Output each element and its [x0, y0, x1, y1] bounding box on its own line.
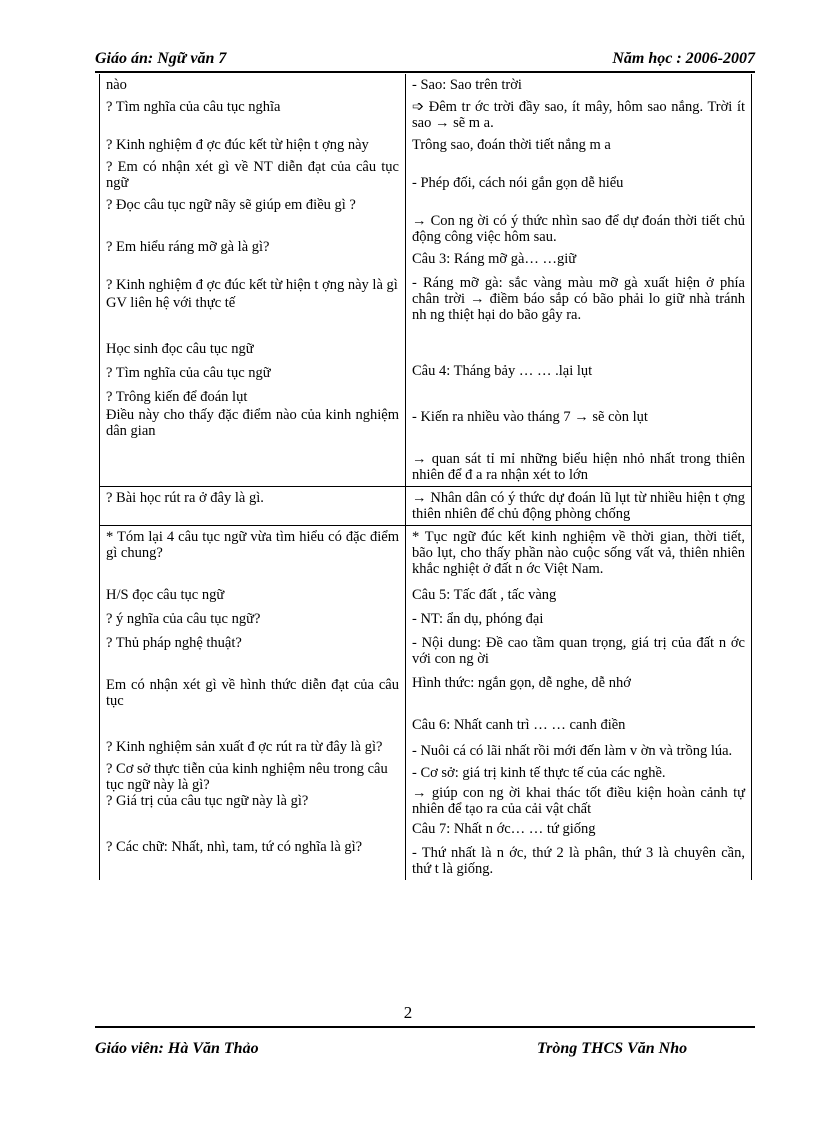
question-line: ? Kinh nghiệm đ ợc đúc kết từ hiện t ợng này — [106, 137, 369, 153]
question-cell — [100, 487, 406, 526]
answer-line: → Con ng ời có ý thức nhìn sao để dự đoán thời tiết chủ động công việc hôm sau. — [412, 213, 745, 245]
answer-line: Trông sao, đoán thời tiết nắng m a — [412, 137, 611, 153]
answer-line: Câu 6: Nhất canh trì … … canh điền — [412, 717, 626, 733]
question-line: ? Bài học rút ra ở đây là gì. — [106, 490, 264, 506]
question-line: Học sinh đọc câu tục ngữ — [106, 341, 254, 357]
question-line: GV liên hệ với thực tế — [106, 295, 236, 311]
question-line: ? ý nghĩa của câu tục ngữ? — [106, 611, 261, 627]
question-line: ? Đọc câu tục ngữ nãy sẽ giúp em điều gì ? — [106, 197, 356, 213]
question-cell — [100, 526, 406, 881]
answer-line: - Cơ sở: giá trị kinh tế thực tế của các nghề. — [412, 765, 666, 781]
answer-line: Hình thức: ngắn gọn, dễ nghe, dễ nhớ — [412, 675, 631, 691]
question-line: ? Em hiểu ráng mỡ gà là gì? — [106, 239, 270, 255]
question-line: ? Tìm nghĩa của câu tục nghĩa — [106, 99, 281, 115]
question-line: ? Trông kiến để đoán lụt — [106, 389, 248, 405]
lesson-table — [99, 74, 752, 880]
question-line: ? Thủ pháp nghệ thuật? — [106, 635, 242, 651]
answer-line: - Ráng mỡ gà: sắc vàng màu mỡ gà xuất hiện ở phía chân trời → điềm báo sắp có bão phải lo giữ nhà tránh nh ng thiệt hại do bão gây ra. — [412, 275, 745, 323]
answer-line: * Tục ngữ đúc kết kinh nghiệm về thời gian, thời tiết, bão lụt, cho thấy phần nào cuộc sống vất vả, thiên nhiên khắc nghiệt ở đất n ớc Việt Nam. — [412, 529, 745, 577]
question-line: Điều này cho thấy đặc điểm nào của kinh nghiệm dân gian — [106, 407, 399, 439]
answer-cell — [406, 526, 752, 881]
answer-line: Câu 3: Ráng mỡ gà… …giữ — [412, 251, 577, 267]
answer-cell — [406, 74, 752, 487]
answer-cell — [406, 487, 752, 526]
header-rule — [95, 71, 755, 73]
footer-rule — [95, 1026, 755, 1028]
question-line: ? Các chữ: Nhất, nhì, tam, tứ có nghĩa là gì? — [106, 839, 363, 855]
answer-line: - NT: ẩn dụ, phóng đại — [412, 611, 544, 627]
table-row — [100, 487, 752, 526]
answer-line: ➩ Đêm tr ớc trời đầy sao, ít mây, hôm sao nắng. Trời ít sao → sẽ m a. — [412, 99, 745, 131]
table-row — [100, 74, 752, 487]
answer-line: → quan sát tỉ mỉ những biểu hiện nhỏ nhất trong thiên nhiên để đ a ra nhận xét to lớn — [412, 451, 745, 483]
header-school-year: Năm học : 2006-2007 — [612, 50, 755, 67]
question-line: ? Kinh nghiệm sản xuất đ ợc rút ra từ đây là gì? — [106, 739, 383, 755]
answer-line: - Sao: Sao trên trời — [412, 77, 522, 93]
question-line: * Tóm lại 4 câu tục ngữ vừa tìm hiểu có đặc điểm gì chung? — [106, 529, 399, 561]
answer-line: Câu 4: Tháng bảy … … .lại lụt — [412, 363, 593, 379]
answer-line: Câu 7: Nhất n ớc… … tứ giống — [412, 821, 596, 837]
answer-line: - Thứ nhất là n ớc, thứ 2 là phân, thứ 3 là chuyên cần, thứ t là giống. — [412, 845, 745, 877]
question-line: ? Tìm nghĩa của câu tục ngữ — [106, 365, 271, 381]
question-line: ? Giá trị của câu tục ngữ này là gì? — [106, 793, 309, 809]
answer-line: - Kiến ra nhiều vào tháng 7 → sẽ còn lụt — [412, 409, 648, 425]
footer-school: Tròng THCS Văn Nho — [537, 1040, 688, 1057]
answer-line: → giúp con ng ời khai thác tốt điều kiện hoàn cảnh tự nhiên để tạo ra của cải vật chất — [412, 785, 745, 817]
answer-line: - Nuôi cá có lãi nhất rồi mới đến làm v ờn và trồng lúa. — [412, 743, 733, 759]
footer-teacher: Giáo viên: Hà Văn Thảo — [95, 1040, 259, 1057]
question-line: nào — [106, 77, 127, 93]
question-line: Em có nhận xét gì về hình thức diễn đạt của câu tục — [106, 677, 399, 709]
question-line: ? Em có nhận xét gì về NT diễn đạt của câu tục ngữ — [106, 159, 399, 191]
page-number: 2 — [403, 1003, 413, 1022]
question-line: H/S đọc câu tục ngữ — [106, 587, 225, 603]
question-cell — [100, 74, 406, 487]
page-header — [95, 50, 755, 70]
question-line: ? Cơ sở thực tiễn của kinh nghiệm nêu trong câu tục ngữ này là gì? — [106, 761, 388, 793]
question-line: ? Kinh nghiệm đ ợc đúc kết từ hiện t ợng này là gì — [106, 277, 398, 293]
table-row — [100, 526, 752, 881]
answer-line: - Phép đối, cách nói gắn gọn dễ hiểu — [412, 175, 624, 191]
answer-line: → Nhân dân có ý thức dự đoán lũ lụt từ nhiều hiện t ợng thiên nhiên để chủ động phòng chống — [412, 490, 745, 522]
answer-line: - Nội dung: Đề cao tầm quan trọng, giá trị của đất n ớc với con ng ời — [412, 635, 745, 667]
header-subject: Giáo án: Ngữ văn 7 — [95, 50, 227, 67]
answer-line: Câu 5: Tấc đất , tấc vàng — [412, 587, 557, 603]
